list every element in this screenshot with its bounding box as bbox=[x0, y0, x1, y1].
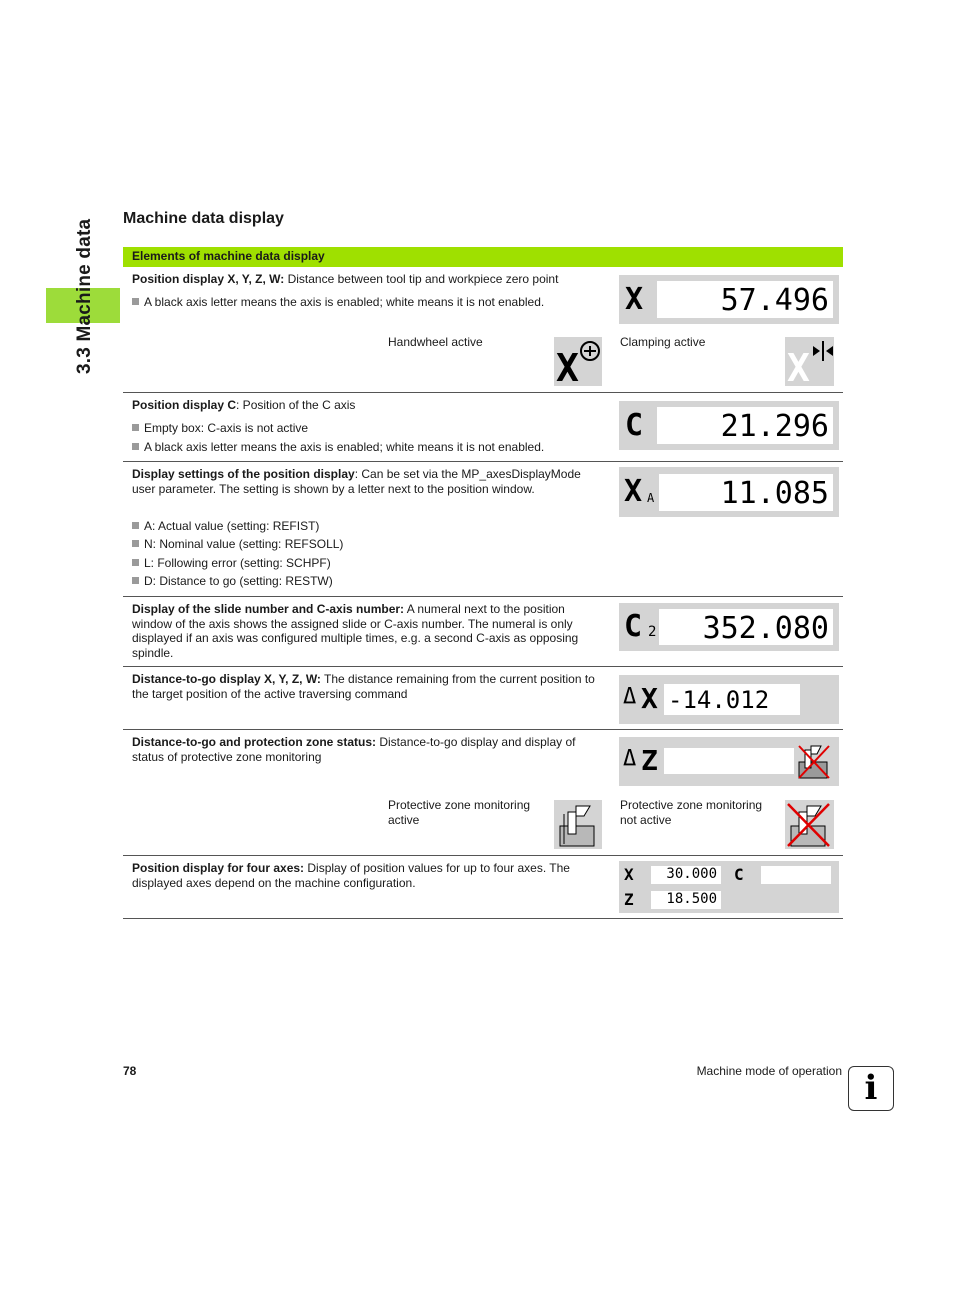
position-value: 11.085 bbox=[720, 476, 829, 511]
zone-inactive-caption: Protective zone monitoring not active bbox=[620, 798, 763, 827]
protection-zone-inactive-icon bbox=[797, 742, 833, 780]
handwheel-active-icon bbox=[554, 337, 602, 386]
row7-description: Position display for four axes: Display of position values for up to four axes. The displayed axes depend on the machine configuration. bbox=[132, 861, 570, 890]
list-item: N: Nominal value (setting: REFSOLL) bbox=[132, 537, 343, 551]
row-divider bbox=[123, 461, 843, 462]
row1-desc: Distance between tool tip and workpiece zero point bbox=[284, 272, 559, 286]
display-mode-letter: A bbox=[647, 491, 655, 505]
position-value: 21.296 bbox=[720, 409, 829, 444]
row4-description: Display of the slide number and C-axis number: A numeral next to the position window of the axis shows the assigned slide or C-axis number. The numeral is only displayed if an axis was configured multiple times, e.g. a second C-axis as opposing spindle. bbox=[132, 602, 579, 660]
list-item: A black axis letter means the axis is enabled; white means it is not enabled. bbox=[132, 440, 544, 454]
row-divider bbox=[123, 392, 843, 393]
position-display-mode: X A 11.085 bbox=[619, 467, 839, 517]
row-divider bbox=[123, 666, 843, 667]
protection-zone-active-icon bbox=[554, 800, 602, 849]
chapter-side-title-text: 3.3 Machine data bbox=[74, 218, 95, 374]
list-item: L: Following error (setting: SCHPF) bbox=[132, 556, 331, 570]
page-number: 78 bbox=[123, 1064, 137, 1078]
delta-icon: Δ bbox=[623, 746, 637, 771]
position-value: 57.496 bbox=[720, 283, 829, 318]
row6-description: Distance-to-go and protection zone status: Distance-to-go display and display of status of protective zone monitoring bbox=[132, 735, 576, 764]
svg-text:X: X bbox=[787, 346, 810, 386]
row5-description: Distance-to-go display X, Y, Z, W: The distance remaining from the current position to the target position of the active traversing command bbox=[132, 672, 595, 701]
chapter-side-title bbox=[64, 214, 114, 374]
row3-description: Display settings of the position display: Can be set via the MP_axesDisplayMode user parameter. The setting is shown by a letter next to the position window. bbox=[132, 467, 581, 496]
row1-title: Position display X, Y, Z, W: bbox=[132, 272, 285, 286]
handwheel-caption: Handwheel active bbox=[388, 335, 483, 349]
z-value: 18.500 bbox=[666, 891, 717, 907]
position-display-c: C 21.296 bbox=[619, 401, 839, 450]
x-value: 30.000 bbox=[666, 866, 717, 882]
list-item: A black axis letter means the axis is enabled; white means it is not enabled. bbox=[132, 295, 612, 309]
row2-description: Position display C: Position of the C axis bbox=[132, 398, 356, 412]
row-divider bbox=[123, 596, 843, 597]
position-display-x: X 57.496 bbox=[619, 275, 839, 324]
slide-number: 2 bbox=[648, 624, 657, 640]
protection-zone-display: Δ Z bbox=[619, 737, 839, 786]
row-divider bbox=[123, 855, 843, 856]
distance-to-go-display: Δ X -14.012 bbox=[619, 675, 839, 724]
row1-description bbox=[132, 272, 612, 287]
zone-active-caption: Protective zone monitoring active bbox=[388, 798, 531, 827]
info-icon: i bbox=[848, 1066, 894, 1111]
protection-zone-not-active-icon bbox=[785, 800, 834, 849]
section-title: Machine data display bbox=[123, 210, 284, 227]
list-item: Empty box: C-axis is not active bbox=[132, 421, 308, 435]
svg-text:X: X bbox=[556, 346, 579, 386]
chapter-footer: Machine mode of operation bbox=[696, 1064, 842, 1078]
row-divider bbox=[123, 729, 843, 730]
four-axes-display: X 30.000 C Z 18.500 bbox=[619, 861, 839, 913]
list-item: D: Distance to go (setting: RESTW) bbox=[132, 574, 333, 588]
delta-icon: Δ bbox=[623, 684, 637, 709]
row-divider bbox=[123, 918, 843, 919]
list-item: A: Actual value (setting: REFIST) bbox=[132, 519, 319, 533]
position-value: 352.080 bbox=[702, 611, 829, 646]
slide-number-display: C 2 352.080 bbox=[619, 603, 839, 651]
table-header-label: Elements of machine data display bbox=[132, 249, 325, 263]
position-value: -14.012 bbox=[668, 686, 770, 714]
table-header bbox=[123, 247, 843, 267]
clamping-caption: Clamping active bbox=[620, 335, 706, 349]
clamping-active-icon bbox=[785, 337, 834, 386]
